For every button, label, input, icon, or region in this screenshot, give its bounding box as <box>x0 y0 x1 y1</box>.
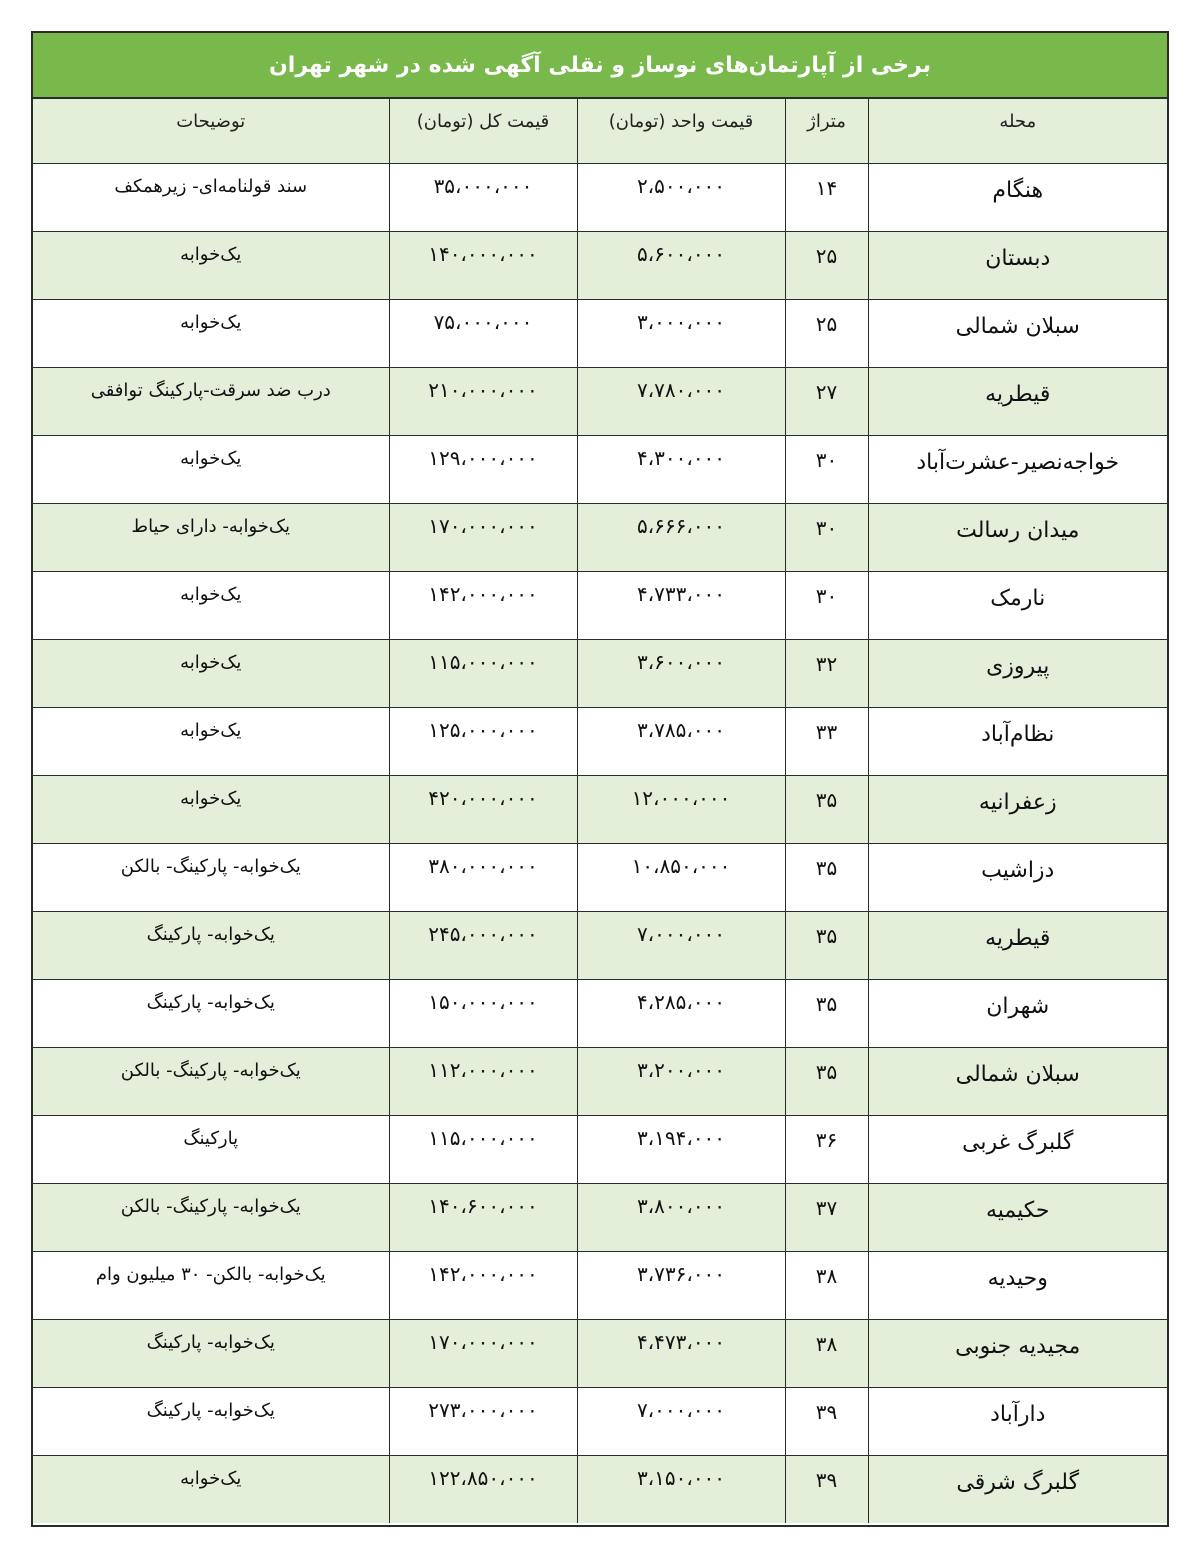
cell-meterage: ۱۴ <box>785 163 868 231</box>
cell-unit-price: ۳،۷۸۵،۰۰۰ <box>577 707 785 775</box>
table-row <box>33 639 1167 707</box>
cell-area: میدان رسالت <box>868 503 1167 571</box>
cell-area: گلبرگ غربی <box>868 1115 1167 1183</box>
cell-meterage: ۲۵ <box>785 299 868 367</box>
cell-description: یک‌خوابه <box>33 299 389 367</box>
cell-meterage: ۳۵ <box>785 979 868 1047</box>
cell-description: یک‌خوابه- پارکینگ <box>33 1319 389 1387</box>
cell-description: پارکینگ <box>33 1115 389 1183</box>
cell-description: یک‌خوابه- پارکینگ <box>33 911 389 979</box>
cell-meterage: ۳۹ <box>785 1387 868 1455</box>
cell-unit-price: ۱۲،۰۰۰،۰۰۰ <box>577 775 785 843</box>
cell-total-price: ۱۱۵،۰۰۰،۰۰۰ <box>389 1115 577 1183</box>
cell-area: خواجه‌نصیر-عشرت‌آباد <box>868 435 1167 503</box>
cell-description: یک‌خوابه <box>33 231 389 299</box>
table-row <box>33 503 1167 571</box>
cell-description: یک‌خوابه <box>33 1455 389 1523</box>
cell-meterage: ۲۷ <box>785 367 868 435</box>
cell-meterage: ۳۷ <box>785 1183 868 1251</box>
cell-meterage: ۳۵ <box>785 843 868 911</box>
cell-unit-price: ۴،۷۳۳،۰۰۰ <box>577 571 785 639</box>
cell-description: یک‌خوابه- بالکن- ۳۰ میلیون وام <box>33 1251 389 1319</box>
cell-total-price: ۳۸۰،۰۰۰،۰۰۰ <box>389 843 577 911</box>
cell-unit-price: ۵،۶۰۰،۰۰۰ <box>577 231 785 299</box>
table-row <box>33 843 1167 911</box>
cell-meterage: ۳۰ <box>785 571 868 639</box>
cell-total-price: ۱۲۹،۰۰۰،۰۰۰ <box>389 435 577 503</box>
cell-total-price: ۱۷۰،۰۰۰،۰۰۰ <box>389 1319 577 1387</box>
table-row <box>33 1115 1167 1183</box>
cell-area: زعفرانیه <box>868 775 1167 843</box>
cell-area: مجیدیه جنوبی <box>868 1319 1167 1387</box>
cell-total-price: ۱۴۰،۶۰۰،۰۰۰ <box>389 1183 577 1251</box>
cell-total-price: ۱۴۲،۰۰۰،۰۰۰ <box>389 1251 577 1319</box>
cell-unit-price: ۴،۳۰۰،۰۰۰ <box>577 435 785 503</box>
cell-unit-price: ۳،۸۰۰،۰۰۰ <box>577 1183 785 1251</box>
cell-unit-price: ۳،۰۰۰،۰۰۰ <box>577 299 785 367</box>
cell-description: یک‌خوابه <box>33 707 389 775</box>
table-row <box>33 435 1167 503</box>
cell-total-price: ۱۷۰،۰۰۰،۰۰۰ <box>389 503 577 571</box>
table-row <box>33 299 1167 367</box>
cell-description: یک‌خوابه- دارای حیاط <box>33 503 389 571</box>
column-header-area: محله <box>868 99 1167 163</box>
cell-meterage: ۳۸ <box>785 1319 868 1387</box>
cell-description: یک‌خوابه- پارکینگ <box>33 979 389 1047</box>
apartment-listings-table <box>33 99 1167 1523</box>
cell-meterage: ۳۰ <box>785 503 868 571</box>
column-header-meterage: متراژ <box>785 99 868 163</box>
table-row <box>33 571 1167 639</box>
cell-total-price: ۱۱۲،۰۰۰،۰۰۰ <box>389 1047 577 1115</box>
cell-area: دزاشیب <box>868 843 1167 911</box>
cell-area: حکیمیه <box>868 1183 1167 1251</box>
cell-meterage: ۲۵ <box>785 231 868 299</box>
cell-meterage: ۳۳ <box>785 707 868 775</box>
cell-unit-price: ۳،۱۹۴،۰۰۰ <box>577 1115 785 1183</box>
cell-area: قیطریه <box>868 367 1167 435</box>
cell-unit-price: ۷،۷۸۰،۰۰۰ <box>577 367 785 435</box>
table-row <box>33 707 1167 775</box>
cell-total-price: ۲۴۵،۰۰۰،۰۰۰ <box>389 911 577 979</box>
cell-total-price: ۱۲۵،۰۰۰،۰۰۰ <box>389 707 577 775</box>
cell-total-price: ۲۱۰،۰۰۰،۰۰۰ <box>389 367 577 435</box>
cell-total-price: ۴۲۰،۰۰۰،۰۰۰ <box>389 775 577 843</box>
cell-description: یک‌خوابه <box>33 571 389 639</box>
cell-unit-price: ۳،۲۰۰،۰۰۰ <box>577 1047 785 1115</box>
table-row <box>33 367 1167 435</box>
cell-total-price: ۱۴۲،۰۰۰،۰۰۰ <box>389 571 577 639</box>
cell-unit-price: ۲،۵۰۰،۰۰۰ <box>577 163 785 231</box>
table-row <box>33 231 1167 299</box>
column-header-total-price: قیمت کل (تومان) <box>389 99 577 163</box>
cell-meterage: ۳۸ <box>785 1251 868 1319</box>
cell-area: سبلان شمالی <box>868 299 1167 367</box>
table-row <box>33 1047 1167 1115</box>
table-row <box>33 1319 1167 1387</box>
cell-total-price: ۱۲۲،۸۵۰،۰۰۰ <box>389 1455 577 1523</box>
cell-area: پیروزی <box>868 639 1167 707</box>
cell-description: یک‌خوابه- پارکینگ <box>33 1387 389 1455</box>
cell-unit-price: ۱۰،۸۵۰،۰۰۰ <box>577 843 785 911</box>
table-row <box>33 1455 1167 1523</box>
cell-unit-price: ۴،۴۷۳،۰۰۰ <box>577 1319 785 1387</box>
cell-area: دبستان <box>868 231 1167 299</box>
cell-meterage: ۳۰ <box>785 435 868 503</box>
cell-area: قیطریه <box>868 911 1167 979</box>
cell-total-price: ۱۴۰،۰۰۰،۰۰۰ <box>389 231 577 299</box>
table-row <box>33 979 1167 1047</box>
cell-description: یک‌خوابه <box>33 775 389 843</box>
cell-unit-price: ۴،۲۸۵،۰۰۰ <box>577 979 785 1047</box>
cell-description: یک‌خوابه <box>33 639 389 707</box>
cell-total-price: ۱۵۰،۰۰۰،۰۰۰ <box>389 979 577 1047</box>
cell-meterage: ۳۵ <box>785 775 868 843</box>
table-row <box>33 1387 1167 1455</box>
cell-description: یک‌خوابه- پارکینگ- بالکن <box>33 1183 389 1251</box>
cell-area: سبلان شمالی <box>868 1047 1167 1115</box>
cell-description: یک‌خوابه <box>33 435 389 503</box>
cell-unit-price: ۵،۶۶۶،۰۰۰ <box>577 503 785 571</box>
cell-area: وحیدیه <box>868 1251 1167 1319</box>
cell-meterage: ۳۶ <box>785 1115 868 1183</box>
cell-total-price: ۳۵،۰۰۰،۰۰۰ <box>389 163 577 231</box>
cell-description: سند قولنامه‌ای- زیرهمکف <box>33 163 389 231</box>
header-row <box>33 99 1167 163</box>
cell-description: یک‌خوابه- پارکینگ- بالکن <box>33 1047 389 1115</box>
cell-unit-price: ۳،۷۳۶،۰۰۰ <box>577 1251 785 1319</box>
cell-area: گلبرگ شرقی <box>868 1455 1167 1523</box>
cell-meterage: ۳۵ <box>785 911 868 979</box>
table-row <box>33 775 1167 843</box>
cell-area: دارآباد <box>868 1387 1167 1455</box>
cell-area: هنگام <box>868 163 1167 231</box>
column-header-description: توضیحات <box>33 99 389 163</box>
cell-unit-price: ۷،۰۰۰،۰۰۰ <box>577 1387 785 1455</box>
table-row <box>33 911 1167 979</box>
column-header-unit-price: قیمت واحد (تومان) <box>577 99 785 163</box>
cell-meterage: ۳۲ <box>785 639 868 707</box>
cell-area: شهران <box>868 979 1167 1047</box>
cell-total-price: ۲۷۳،۰۰۰،۰۰۰ <box>389 1387 577 1455</box>
cell-total-price: ۱۱۵،۰۰۰،۰۰۰ <box>389 639 577 707</box>
cell-unit-price: ۳،۱۵۰،۰۰۰ <box>577 1455 785 1523</box>
table-body <box>33 163 1167 1523</box>
cell-meterage: ۳۹ <box>785 1455 868 1523</box>
cell-unit-price: ۳،۶۰۰،۰۰۰ <box>577 639 785 707</box>
cell-unit-price: ۷،۰۰۰،۰۰۰ <box>577 911 785 979</box>
cell-total-price: ۷۵،۰۰۰،۰۰۰ <box>389 299 577 367</box>
cell-description: یک‌خوابه- پارکینگ- بالکن <box>33 843 389 911</box>
cell-meterage: ۳۵ <box>785 1047 868 1115</box>
table-row <box>33 1183 1167 1251</box>
cell-description: درب ضد سرقت-پارکینگ توافقی <box>33 367 389 435</box>
table-title: برخی از آپارتمان‌های نوساز و نقلی آگهی شده در شهر تهران <box>33 33 1167 99</box>
table-row <box>33 1251 1167 1319</box>
cell-area: نظام‌آباد <box>868 707 1167 775</box>
apartment-listings-table-container <box>31 31 1169 1527</box>
table-row <box>33 163 1167 231</box>
cell-area: نارمک <box>868 571 1167 639</box>
